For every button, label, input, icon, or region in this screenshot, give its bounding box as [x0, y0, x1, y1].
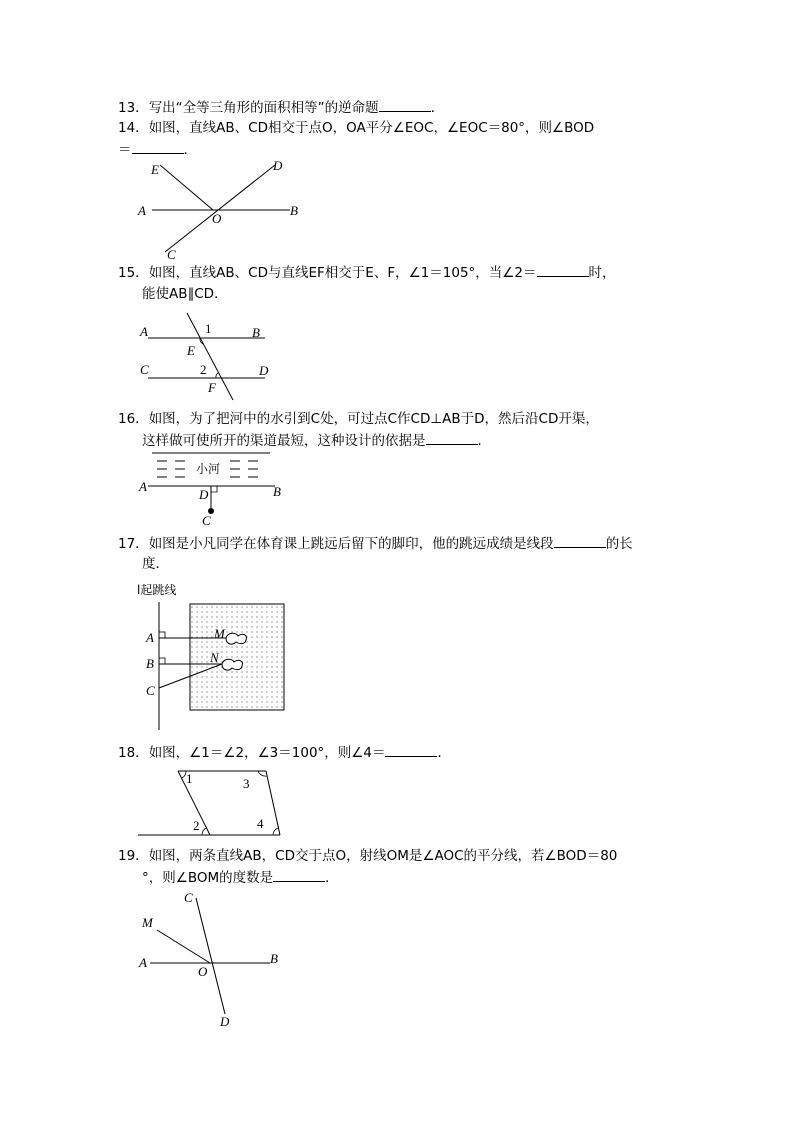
q15-label-D: D — [259, 363, 269, 378]
q13-answer-blank[interactable] — [379, 97, 431, 112]
q14-label-B: B — [290, 203, 298, 218]
q14-answer-blank[interactable] — [132, 139, 184, 154]
q18-text: 如图，∠1＝∠2，∠3＝100°，则∠4＝ — [148, 745, 386, 761]
q15-text-b: 时， — [588, 265, 616, 281]
q17-label-start: l起跳线 — [137, 583, 177, 597]
q17-label-N: N — [210, 650, 219, 665]
q17-sandpit — [190, 604, 284, 710]
q15-label-1: 1 — [205, 321, 212, 336]
q17-text-b: 的长 — [605, 536, 633, 552]
q18-label-3: 3 — [243, 776, 250, 791]
q19-figure — [130, 888, 290, 1030]
q19-answer-blank[interactable] — [273, 867, 325, 882]
q15-line1 — [118, 262, 616, 283]
q16-label-C: C — [202, 513, 211, 528]
q16-label-river: 小河 — [196, 462, 221, 476]
q14-label-D: D — [273, 158, 283, 173]
q17-line2 — [142, 554, 169, 574]
q18-end: ． — [437, 745, 451, 761]
q15-answer-blank[interactable] — [537, 262, 589, 277]
q16-end: ． — [477, 433, 491, 449]
q18-label-2: 2 — [193, 818, 200, 833]
q15-label-B: B — [252, 325, 260, 340]
q15-label-A: A — [140, 324, 148, 339]
q13-end: ． — [430, 100, 445, 116]
q19-label-D: D — [220, 1014, 230, 1029]
q15-label-2: 2 — [200, 362, 207, 377]
q19-label-C: C — [184, 890, 193, 905]
q18-answer-blank[interactable] — [385, 742, 437, 757]
q18-label-4: 4 — [257, 816, 264, 831]
q14-equals: ＝ — [118, 142, 132, 158]
q15-line2 — [142, 284, 228, 304]
q14-label-E: E — [151, 162, 159, 177]
q15-figure — [130, 308, 280, 398]
q19-text: 如图，两条直线AB，CD交于点O，射线OM是∠AOC的平分线，若∠BOD＝80 — [148, 848, 618, 864]
q17-number: 17． — [118, 536, 149, 552]
q15-text-a: 如图，直线AB、CD与直线EF相交于E、F，∠1＝105°，当∠2＝ — [148, 265, 537, 281]
q16-figure — [130, 447, 290, 532]
q17-label-C: C — [146, 683, 155, 698]
q14-label-C: C — [167, 247, 176, 262]
q16-line1 — [118, 409, 599, 429]
q15-label-C: C — [140, 362, 149, 377]
q17-footprint-M — [226, 633, 246, 644]
q15-label-F: F — [208, 380, 216, 395]
q14-end: ． — [183, 142, 197, 158]
q16-text-line2: 这样做可使所开的渠道最短，这种设计的依据是 — [142, 433, 426, 449]
q16-label-D: D — [199, 487, 209, 502]
q18-figure — [130, 765, 290, 840]
q13-line — [118, 97, 444, 118]
q16-label-B: B — [273, 484, 281, 499]
q17-text-a: 如图是小凡同学在体育课上跳远后留下的脚印，他的跳远成绩是线段 — [148, 536, 554, 552]
q14-label-A: A — [138, 203, 146, 218]
q19-number: 19． — [118, 848, 149, 864]
q16-number: 16． — [118, 411, 149, 427]
q16-answer-blank[interactable] — [426, 430, 478, 445]
q14-label-O: O — [212, 211, 222, 226]
q19-text-line2: °，则∠BOM的度数是 — [142, 870, 274, 886]
q17-answer-blank[interactable] — [554, 533, 606, 548]
q17-label-A: A — [146, 630, 154, 645]
q18-number: 18． — [118, 745, 149, 761]
q18-label-1: 1 — [186, 771, 193, 786]
q17-figure — [130, 580, 300, 735]
q17-footprint-N — [222, 659, 242, 670]
q14-text: 如图，直线AB、CD相交于点O，OA平分∠EOC，∠EOC＝80°，则∠BOD — [148, 120, 595, 136]
q19-label-A: A — [139, 955, 147, 970]
q16-label-A: A — [139, 479, 147, 494]
q18-line — [118, 742, 451, 763]
q14-line1 — [118, 118, 594, 138]
q19-label-M: M — [142, 915, 153, 930]
q17-label-M: M — [214, 626, 225, 641]
q19-label-O: O — [198, 964, 208, 979]
q15-number: 15． — [118, 265, 149, 281]
q14-figure — [130, 155, 320, 265]
q13-number: 13． — [118, 100, 149, 116]
q17-line1 — [118, 533, 633, 554]
q19-line2 — [142, 867, 339, 888]
q19-end: ． — [325, 870, 339, 886]
q15-text-line2: 能使AB∥CD． — [142, 286, 228, 302]
q16-text: 如图，为了把河中的水引到C处，可过点C作CD⊥AB于D，然后沿CD开渠， — [148, 411, 599, 427]
q19-label-B: B — [270, 951, 278, 966]
q14-number: 14． — [118, 120, 149, 136]
q17-label-B: B — [146, 656, 154, 671]
q17-text-line2: 度． — [142, 556, 169, 572]
q15-label-E: E — [187, 343, 195, 358]
q19-line1 — [118, 846, 617, 866]
q13-text: 写出“全等三角形的面积相等”的逆命题 — [148, 100, 379, 116]
